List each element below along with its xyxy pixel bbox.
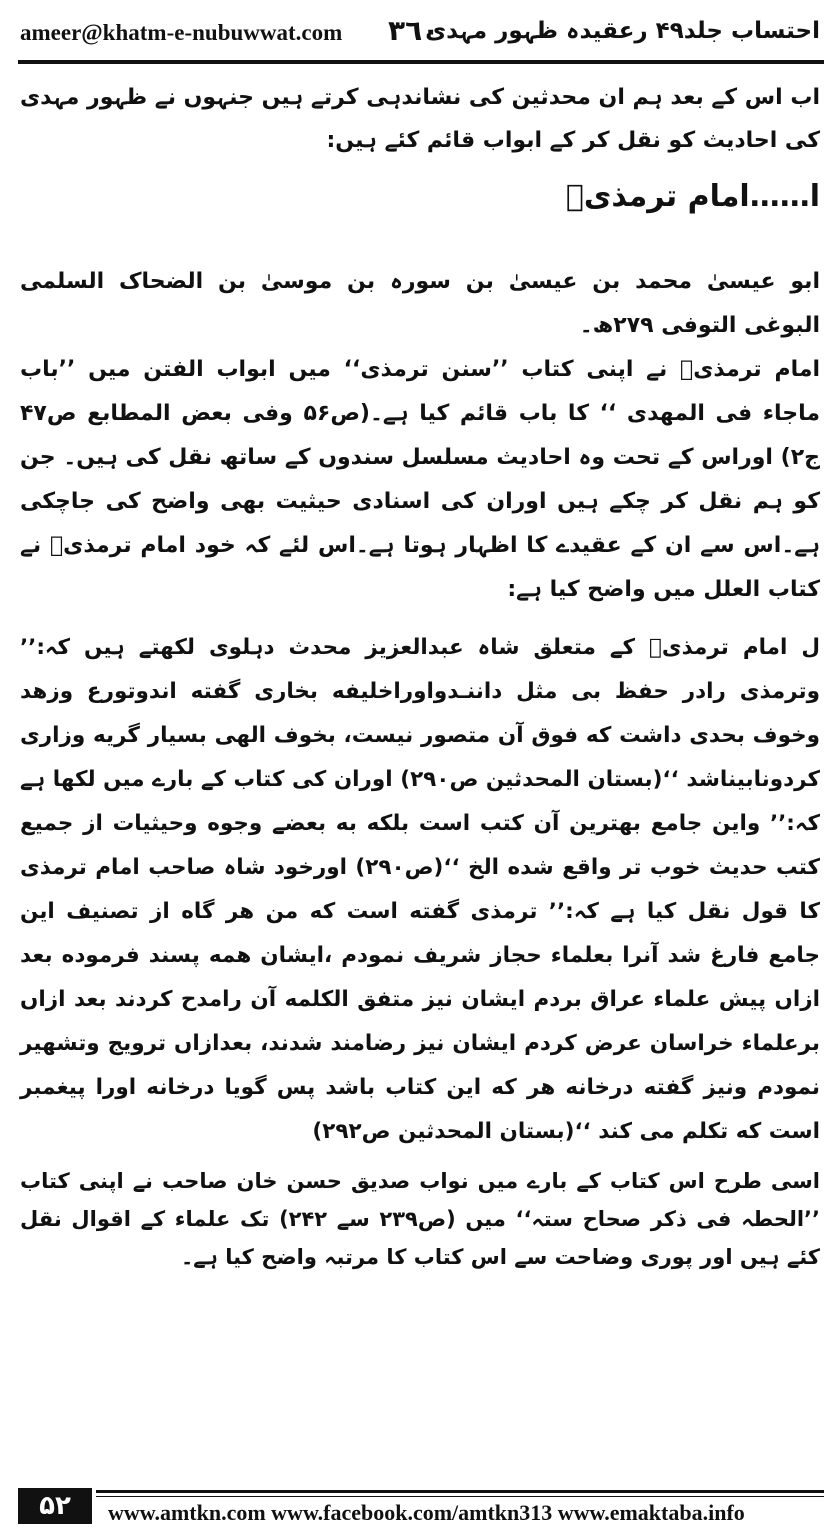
- bio-line: ابو عیسیٰ محمد بن عیسیٰ بن سورہ بن موسیٰ بن الضحاک السلمی البوغی التوفی ۲۷۹ھ۔: [20, 269, 820, 338]
- header-page-number: ٣٦٠: [388, 14, 440, 47]
- footer-divider: [96, 1490, 824, 1493]
- intro-paragraph: اب اس کے بعد ہم ان محدثین کی نشاندہی کرتے ہیں جنہوں نے ظہور مہدی کی احادیث کو نقل کر کے ابواب قائم کئے ہیں:: [20, 85, 820, 153]
- section-heading: ا……امام ترمذیؒ: [565, 179, 820, 214]
- page-content: [20, 76, 820, 1276]
- footnote-text: ل امام ترمذیؒ کے متعلق شاہ عبدالعزیز محدث دہلوی لکھتے ہیں کہ:’’ وترمذی رادر حفظ بی مثل داننـدواوراخلیفه بخاری گفته اندوتورع وزهد وخوف بحدی داشت که فوق آن متصور نیست، بخوف الهی بسیار گریه وزاری کردونابیناشد ‘‘(بستان المحدثین ص۲۹۰) اوران کی کتاب کے بارے میں لکھا ہے کہ:’’ واین جامع بهترین آن کتب است بلکه به بعضے وجوه وحیثیات از جمیع کتب حدیث خوب تر واقع شده الخ ‘‘(ص۲۹۰) اورخود شاہ صاحب امام ترمذی کا قول نقل کیا ہے کہ:’’ ترمذی گفته است که من هر گاه از تصنیف این جامع فارغ شد آنرا بعلماء حجاز شریف نمودم ،ایشان همه پسند فرموده بعد ازاں پیش علماء عراق بردم ایشان نیز متفق الکلمه آن رامدح کردند بعد ازاں برعلماء خراسان عرض کردم ایشان نیز رضامند شدند، بعدازاں ترویج وتشهیر نمودم ونیز گفته درخانه هر که این کتاب باشد پس گویا درخانه اورا پیغمبر است که تکلم می کند ‘‘(بستان المحدثین ص۲۹۲): [20, 635, 821, 1144]
- footer-divider-thin: [96, 1496, 824, 1497]
- footer-links[interactable]: www.amtkn.com www.facebook.com/amtkn313 www.emaktaba.info: [108, 1500, 745, 1525]
- closing-note: اسی طرح اس کتاب کے بارے میں نواب صدیق حسن خان صاحب نے اپنی کتاب ’’الحطہ فی ذکر صحاح ستہ‘‘ میں (ص۲۳۹ سے ۲۴۲) تک علماء کے اقوال نقل کئے ہیں اور پوری وضاحت سے اس کتاب کا مرتبہ واضح کیا ہے۔: [20, 1169, 820, 1269]
- header-title: احتساب جلد۴۹ رعقیدہ ظہور مہدی: [425, 18, 820, 44]
- header-email: ameer@khatm-e-nubuwwat.com: [20, 20, 343, 45]
- header-divider: [18, 60, 824, 64]
- footer-page-number: ۵۲: [18, 1488, 92, 1524]
- page-header: [0, 0, 840, 62]
- page-footer: [0, 1480, 840, 1540]
- main-paragraph: امام ترمذیؒ نے اپنی کتاب ’’سنن ترمذی‘‘ میں ابواب الفتن میں ’’باب ماجاء فی المھدی ‘‘ کا باب قائم کیا ہے۔(ص۵۶ وفی بعض المطابع ص۴۷ ج۲) اوراس کے تحت وہ احادیث مسلسل سندوں کے ساتھ نقل کی ہیں۔ جن کو ہم نقل کر چکے ہیں اوران کی اسنادی حیثیت بھی واضح کی جاچکی ہے۔اس سے ان کے عقیدے کا اظہار ہوتا ہے۔اس لئے کہ خود امام ترمذیؒ نے کتاب العلل میں واضح کیا ہے:: [20, 357, 821, 602]
